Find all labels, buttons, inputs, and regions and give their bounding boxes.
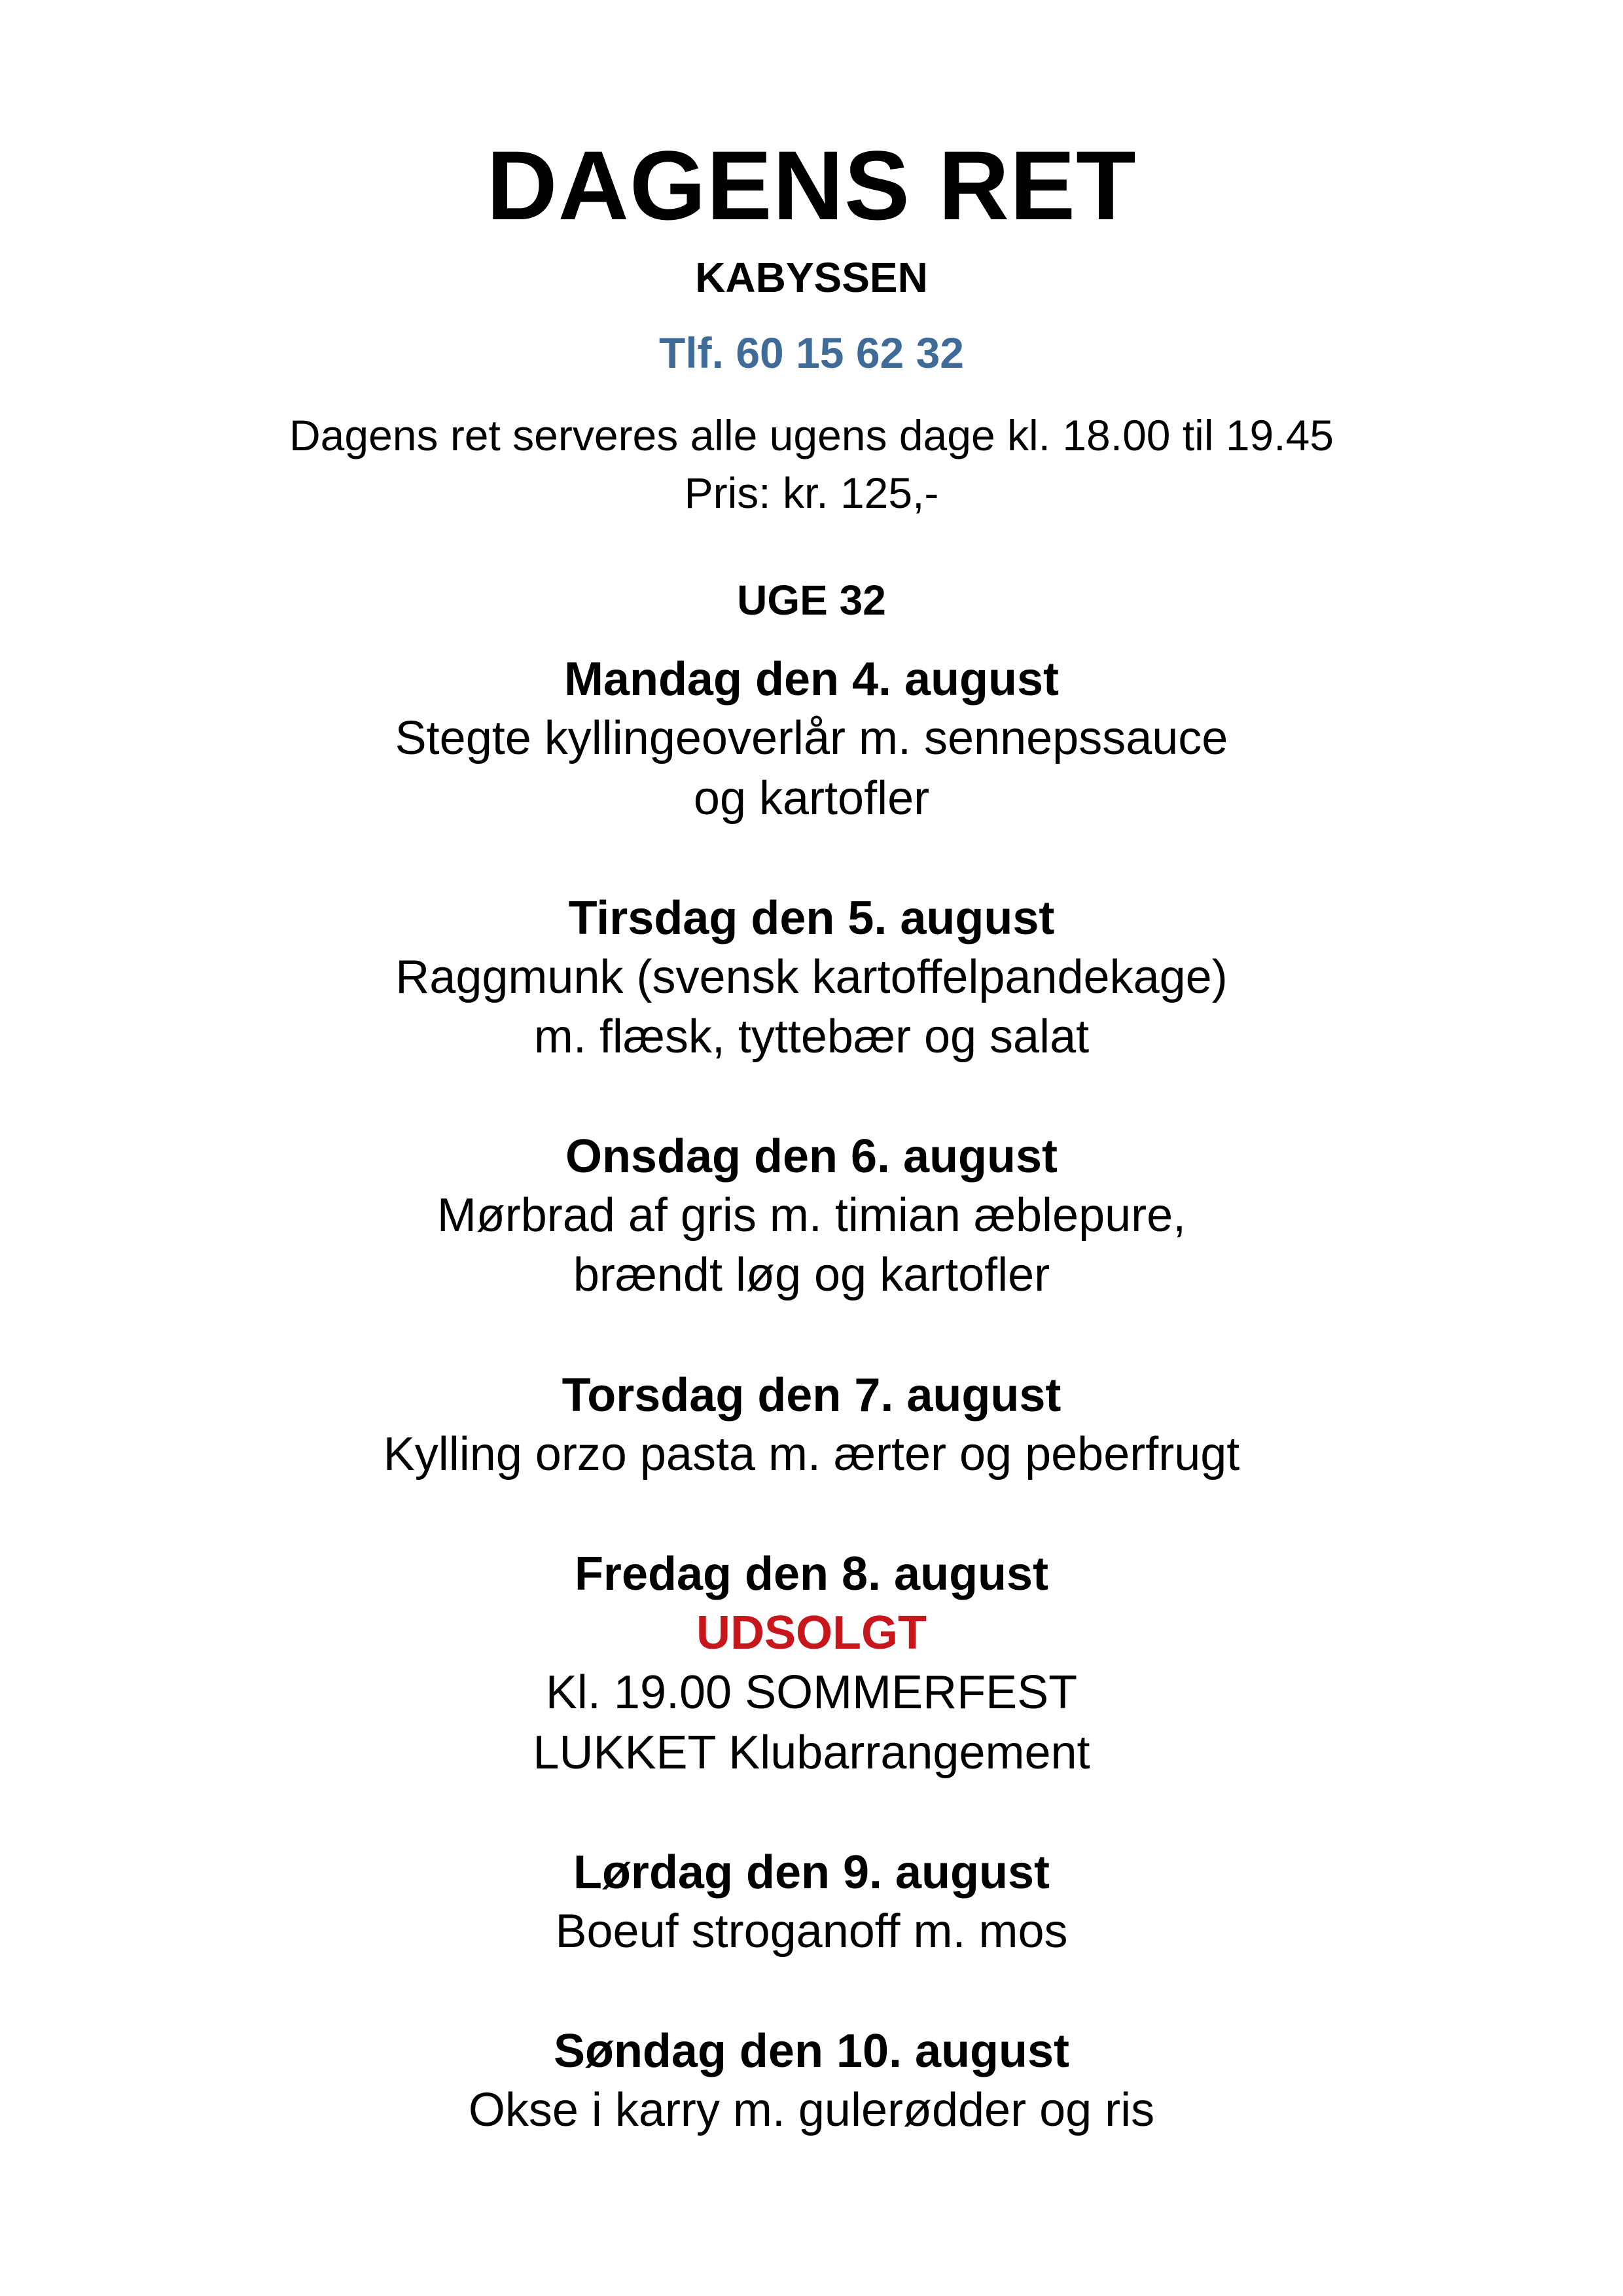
day-heading-thursday: Torsdag den 7. august (562, 1369, 1061, 1422)
serving-info: Dagens ret serveres alle ugens dage kl. 18.00 til 19.45 (289, 411, 1334, 459)
price-info: Pris: kr. 125,- (684, 469, 939, 517)
week-label: UGE 32 (737, 577, 886, 624)
day-heading-saturday: Lørdag den 9. august (573, 1846, 1050, 1899)
day-heading-tuesday: Tirsdag den 5. august (568, 892, 1055, 944)
day-heading-wednesday: Onsdag den 6. august (565, 1130, 1058, 1183)
day-heading-sunday: Søndag den 10. august (553, 2025, 1070, 2077)
dish-line-thursday-1: Kylling orzo pasta m. ærter og peberfrugt (383, 1428, 1240, 1480)
dish-line-tuesday-2: m. flæsk, tyttebær og salat (533, 1011, 1090, 1063)
day-heading-friday: Fredag den 8. august (574, 1548, 1049, 1600)
dish-line-friday-1: Kl. 19.00 SOMMERFEST (545, 1666, 1078, 1719)
dish-line-sunday-1: Okse i karry m. gulerødder og ris (468, 2084, 1155, 2136)
soldout-badge: UDSOLGT (696, 1607, 927, 1659)
dish-line-tuesday-1: Raggmunk (svensk kartoffelpandekage) (395, 951, 1228, 1003)
dish-line-saturday-1: Boeuf stroganoff m. mos (555, 1905, 1068, 1958)
day-heading-monday: Mandag den 4. august (563, 653, 1060, 706)
dish-line-wednesday-2: brændt løg og kartofler (573, 1249, 1050, 1301)
page-title: DAGENS RET (486, 130, 1137, 240)
dish-line-friday-2: LUKKET Klubarrangement (533, 1727, 1090, 1779)
dish-line-monday-2: og kartofler (693, 772, 930, 825)
dish-line-wednesday-1: Mørbrad af gris m. timian æblepure, (437, 1189, 1186, 1242)
phone-number: Tlf. 60 15 62 32 (659, 329, 964, 377)
dish-line-monday-1: Stegte kyllingeoverlår m. sennepssauce (395, 712, 1228, 764)
restaurant-name: KABYSSEN (695, 254, 928, 301)
